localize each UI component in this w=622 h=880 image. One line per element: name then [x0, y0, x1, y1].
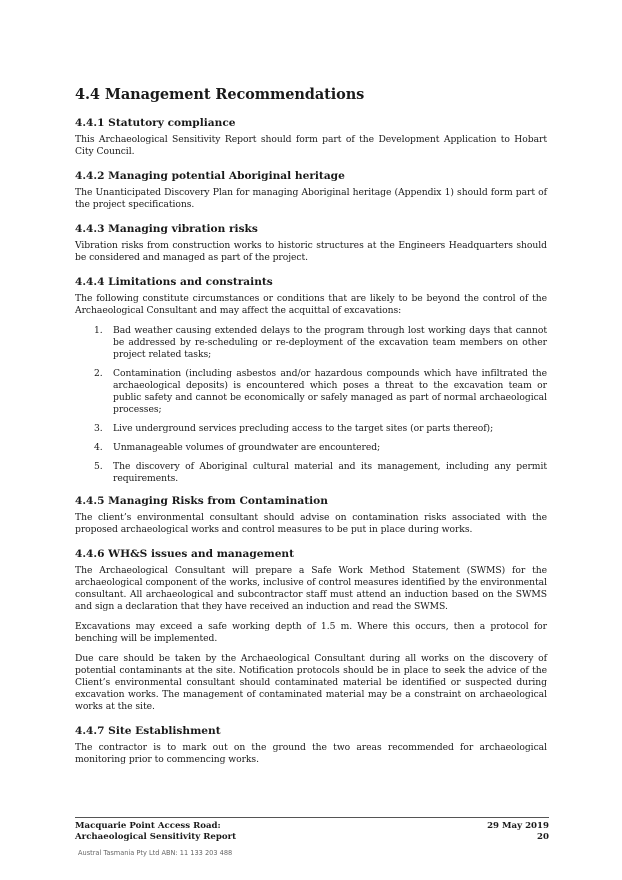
list-item [75, 423, 547, 435]
page-content [75, 86, 547, 778]
list-text: The discovery of Aboriginal cultural material and its management, including any permit requirements. [113, 461, 547, 484]
section-title: 4.4.5 Managing Risks from Contamination [75, 495, 328, 507]
section-title: 4.4.1 Statutory compliance [75, 117, 236, 129]
list-item [75, 368, 547, 416]
footer-project-title: Macquarie Point Access Road: [75, 821, 221, 831]
list-number: 3. [94, 423, 103, 434]
section-paragraph: The client’s environmental consultant should advise on contamination risks associated with the proposed archaeological works and control measures to be put in place during works. [75, 512, 547, 535]
section-vibration-risks [75, 223, 547, 264]
section-paragraph: The Archaeological Consultant will prepare a Safe Work Method Statement (SWMS) for the archaeological component of the works, inclusive of control measures identified by the environmental consultant. All archaeological and subcontractor staff must attend an induction based on the SWMS and sign a declaration that they have received an induction and read the SWMS. [75, 565, 547, 612]
footer-company: Austral Tasmania Pty Ltd ABN: 11 133 203 488 [78, 849, 233, 857]
footer-report-title: Archaeological Sensitivity Report [75, 831, 237, 842]
list-number: 4. [94, 442, 103, 453]
section-title: 4.4.6 WH&S issues and management [75, 548, 295, 560]
section-paragraph: This Archaeological Sensitivity Report should form part of the Development Application to Hobart City Council. [75, 134, 547, 157]
list-number: 1. [94, 325, 103, 336]
section-whs [75, 548, 547, 713]
section-paragraph: The Unanticipated Discovery Plan for managing Aboriginal heritage (Appendix 1) should form part of the project specifications. [75, 187, 547, 210]
footer-date: 29 May 2019 [487, 821, 549, 831]
section-paragraph: The following constitute circumstances or conditions that are likely to be beyond the control of the Archaeological Consultant and may affect the acquittal of excavations: [75, 293, 547, 316]
section-title: 4.4.3 Managing vibration risks [75, 223, 258, 235]
list-item [75, 461, 547, 485]
section-aboriginal-heritage [75, 170, 547, 211]
section-site-establishment [75, 725, 547, 766]
page-footer [75, 817, 549, 857]
section-limitations [75, 276, 547, 485]
list-number: 2. [94, 368, 103, 379]
list-text: Live underground services precluding access to the target sites (or parts thereof); [113, 423, 494, 434]
section-contamination [75, 495, 547, 536]
section-title: 4.4.7 Site Establishment [75, 725, 221, 737]
section-statutory-compliance [75, 117, 547, 158]
footer-row-1 [75, 821, 549, 832]
footer-row-2 [75, 832, 549, 843]
section-paragraph: Due care should be taken by the Archaeological Consultant during all works on the discovery of potential contaminants at the site. Notification protocols should be in place to seek the advice of the Client’s environmental consultant should contaminated material be identified or suspected during excavation works. The management of contaminated material may be a constraint on archaeological works at the site. [75, 653, 547, 712]
list-item [75, 325, 547, 361]
section-title: 4.4.4 Limitations and constraints [75, 276, 273, 288]
list-item [75, 442, 547, 454]
limitations-list [75, 325, 547, 485]
page-heading: 4.4 Management Recommendations [75, 86, 365, 103]
footer-page-number: 20 [537, 831, 549, 842]
list-number: 5. [94, 461, 103, 472]
section-paragraph: Excavations may exceed a safe working depth of 1.5 m. Where this occurs, then a protocol for benching will be implemented. [75, 621, 547, 644]
section-title: 4.4.2 Managing potential Aboriginal heritage [75, 170, 345, 182]
section-paragraph: Vibration risks from construction works to historic structures at the Engineers Headquarters should be considered and managed as part of the project. [75, 240, 547, 263]
list-text: Contamination (including asbestos and/or hazardous compounds which have infiltrated the archaeological deposits) is encountered which poses a threat to the excavation team or public safety and cannot be economically or safely managed as part of normal archaeological processes; [113, 368, 547, 415]
list-text: Unmanageable volumes of groundwater are encountered; [113, 442, 381, 453]
list-text: Bad weather causing extended delays to the program through lost working days that cannot be addressed by re-scheduling or re-deployment of the excavation team members on other project related tasks; [113, 325, 547, 360]
section-paragraph: The contractor is to mark out on the ground the two areas recommended for archaeological monitoring prior to commencing works. [75, 742, 547, 765]
